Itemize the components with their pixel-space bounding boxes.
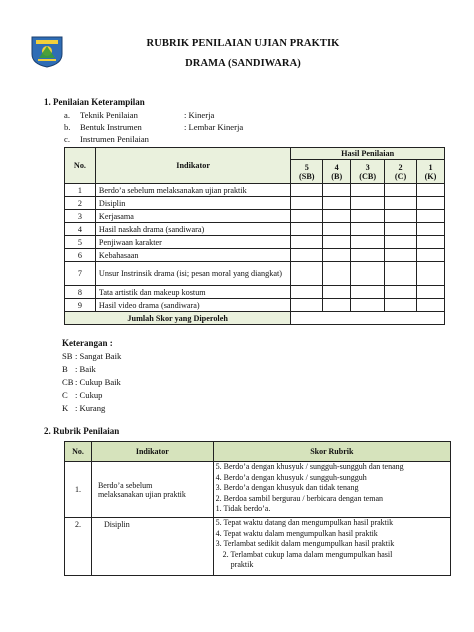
score-cell[interactable]	[417, 286, 445, 299]
row-no: 6	[65, 249, 96, 262]
skor-line: 1. Tidak berdo’a.	[215, 504, 271, 514]
row-no: 5	[65, 236, 96, 249]
score-cell[interactable]	[323, 184, 351, 197]
score-cell[interactable]	[323, 236, 351, 249]
item-c-label: Instrumen Penilaian	[80, 134, 149, 144]
score-cell[interactable]	[385, 286, 417, 299]
item-a-label: Teknik Penilaian	[80, 110, 138, 120]
score-cell[interactable]	[351, 299, 385, 312]
score-cell[interactable]	[323, 299, 351, 312]
table-row	[65, 299, 445, 312]
indikator-line: Berdo’a sebelum	[97, 480, 153, 490]
score-cell[interactable]	[291, 184, 323, 197]
score-cell[interactable]	[385, 184, 417, 197]
score-cell[interactable]	[351, 262, 385, 286]
section-2-heading: 2. Rubrik Penilaian	[44, 426, 120, 436]
keterangan-heading: Keterangan :	[62, 338, 113, 348]
item-b-value: : Lembar Kinerja	[184, 122, 244, 132]
document-subtitle: DRAMA (SANDIWARA)	[185, 58, 301, 69]
score-header-4: 4 (B)	[323, 160, 351, 184]
table-row	[65, 236, 445, 249]
row-no: 9	[65, 299, 96, 312]
score-header-3: 3 (CB)	[351, 160, 385, 184]
score-cell[interactable]	[417, 197, 445, 210]
score-cell[interactable]	[417, 184, 445, 197]
row-no: 7	[65, 262, 96, 286]
rubric-col-skor: Skor Rubrik	[213, 442, 450, 462]
score-cell[interactable]	[351, 236, 385, 249]
score-cell[interactable]	[351, 249, 385, 262]
document-title: RUBRIK PENILAIAN UJIAN PRAKTIK	[146, 38, 340, 49]
rubric-col-indikator: Indikator	[91, 442, 213, 462]
score-cell[interactable]	[351, 210, 385, 223]
score-cell[interactable]	[417, 210, 445, 223]
score-cell[interactable]	[291, 210, 323, 223]
row-indikator: Berdo’a sebelum melaksanakan ujian praktik	[95, 184, 290, 197]
section-1-heading: 1. Penilaian Keterampilan	[44, 97, 145, 107]
row-no: 3	[65, 210, 96, 223]
rubric-row	[65, 462, 451, 518]
legend-code: K	[62, 403, 69, 413]
score-cell[interactable]	[291, 262, 323, 286]
rubric-row-skor	[213, 518, 450, 576]
skor-line: 3. Berdo’a dengan khusyuk dan tidak tenang	[215, 483, 359, 493]
item-b-label: Bentuk Instrumen	[80, 122, 142, 132]
item-c-letter: c.	[64, 134, 70, 144]
total-label: Jumlah Skor yang Diperoleh	[65, 312, 291, 325]
row-indikator: Tata artistik dan makeup kostum	[95, 286, 290, 299]
skor-line: 4. Berdo’a dengan khusyuk / sungguh-sungguh	[215, 472, 367, 482]
score-cell[interactable]	[385, 262, 417, 286]
legend-desc: : Sangat Baik	[75, 351, 122, 361]
row-no: 1	[65, 184, 96, 197]
score-cell[interactable]	[323, 210, 351, 223]
score-cell[interactable]	[351, 197, 385, 210]
score-cell[interactable]	[323, 197, 351, 210]
rubric-row-no: 1.	[65, 462, 92, 518]
skor-line: 3. Terlambat sedikit dalam mengumpulkan hasil praktik	[215, 539, 395, 549]
item-a-letter: a.	[64, 110, 70, 120]
rubric-col-no: No.	[65, 442, 92, 462]
rubric-row-skor	[213, 462, 450, 518]
score-cell[interactable]	[291, 197, 323, 210]
score-header-5: 5 (SB)	[291, 160, 323, 184]
legend-code: C	[62, 390, 68, 400]
score-cell[interactable]	[323, 286, 351, 299]
skor-line: 5. Berdo’a dengan khusyuk / sungguh-sungguh dan tenang	[215, 462, 404, 471]
score-cell[interactable]	[291, 286, 323, 299]
table-row	[65, 210, 445, 223]
skor-line: 5. Tepat waktu datang dan mengumpulkan hasil praktik	[215, 518, 394, 527]
score-cell[interactable]	[385, 236, 417, 249]
assessment-table	[64, 147, 445, 325]
legend-desc: : Cukup Baik	[75, 377, 121, 387]
row-indikator: Disiplin	[95, 197, 290, 210]
score-cell[interactable]	[385, 299, 417, 312]
legend-desc: : Cukup	[75, 390, 103, 400]
rubric-row	[65, 518, 451, 576]
score-cell[interactable]	[291, 249, 323, 262]
score-cell[interactable]	[417, 236, 445, 249]
score-cell[interactable]	[417, 249, 445, 262]
row-indikator: Unsur Instrinsik drama (isi; pesan moral yang diangkat)	[95, 262, 290, 286]
legend-desc: : Baik	[75, 364, 96, 374]
total-value-cell[interactable]	[291, 312, 445, 325]
table-row	[65, 286, 445, 299]
total-row	[65, 312, 445, 325]
col-hasil-header: Hasil Penilaian	[291, 148, 445, 160]
row-no: 8	[65, 286, 96, 299]
row-indikator: Hasil naskah drama (sandiwara)	[95, 223, 290, 236]
row-indikator: Kebahasaan	[95, 249, 290, 262]
row-no: 4	[65, 223, 96, 236]
legend-desc: : Kurang	[75, 403, 106, 413]
score-cell[interactable]	[291, 299, 323, 312]
row-indikator: Hasil video drama (sandiwara)	[95, 299, 290, 312]
skor-line: praktik	[230, 560, 254, 570]
rubric-row-indikator	[91, 518, 213, 576]
indikator-line: Disiplin	[103, 520, 130, 529]
row-indikator: Penjiwaan karakter	[95, 236, 290, 249]
score-cell[interactable]	[385, 197, 417, 210]
legend-code: SB	[62, 351, 73, 361]
score-header-2: 2 (C)	[385, 160, 417, 184]
score-cell[interactable]	[351, 184, 385, 197]
score-cell[interactable]	[417, 262, 445, 286]
score-header-1: 1 (K)	[417, 160, 445, 184]
score-cell[interactable]	[291, 223, 323, 236]
col-indikator-header: Indikator	[95, 148, 290, 184]
indikator-line: melaksanakan ujian praktik	[97, 489, 186, 499]
rubric-row-no: 2.	[65, 518, 92, 576]
rubric-row-indikator	[91, 462, 213, 518]
legend-code: B	[62, 364, 68, 374]
score-cell[interactable]	[291, 236, 323, 249]
score-cell[interactable]	[351, 223, 385, 236]
score-cell[interactable]	[385, 223, 417, 236]
item-b-letter: b.	[64, 122, 71, 132]
skor-line: 4. Tepat waktu dalam mengumpulkan hasil praktik	[215, 528, 378, 538]
row-no: 2	[65, 197, 96, 210]
item-a-value: : Kinerja	[184, 110, 215, 120]
rubric-table	[64, 441, 451, 576]
col-no-header: No.	[65, 148, 96, 184]
score-cell[interactable]	[323, 223, 351, 236]
legend-code: CB	[62, 377, 74, 387]
table-row	[65, 197, 445, 210]
row-indikator: Kerjasama	[95, 210, 290, 223]
table-row	[65, 249, 445, 262]
score-cell[interactable]	[351, 286, 385, 299]
table-row	[65, 184, 445, 197]
table-row	[65, 262, 445, 286]
skor-line: 2. Berdoa sambil bergurau / berbicara dengan teman	[215, 493, 383, 503]
score-cell[interactable]	[323, 262, 351, 286]
skor-line: 2. Terlambat cukup lama dalam mengumpulkan hasil	[222, 549, 393, 559]
score-cell[interactable]	[385, 210, 417, 223]
score-cell[interactable]	[417, 223, 445, 236]
score-cell[interactable]	[417, 299, 445, 312]
score-cell[interactable]	[385, 249, 417, 262]
score-cell[interactable]	[323, 249, 351, 262]
table-row	[65, 223, 445, 236]
